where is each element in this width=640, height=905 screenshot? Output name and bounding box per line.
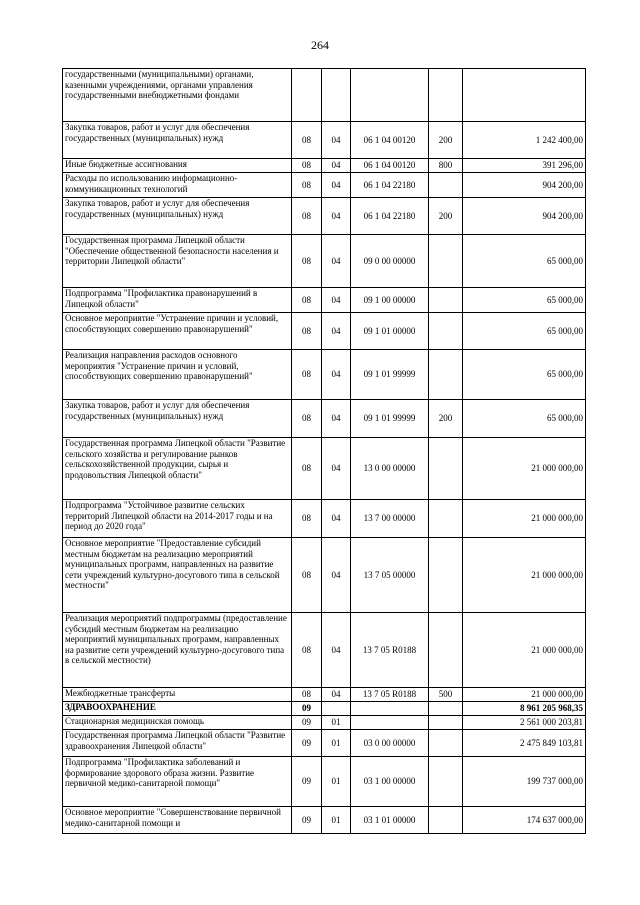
table-row [63, 757, 586, 807]
expense-name: государственными (муниципальными) органами, казенными учреждениями, органами управления государственными внебюджетными фондами [63, 69, 292, 122]
subsection-code: 01 [322, 716, 351, 730]
amount: 8 961 205 968,35 [463, 702, 586, 716]
target-article-code [351, 69, 429, 122]
expense-type-code [429, 757, 463, 807]
amount: 904 200,00 [463, 173, 586, 198]
expense-type-code: 200 [429, 122, 463, 159]
table-row [63, 702, 586, 716]
expense-type-code [429, 235, 463, 288]
section-code: 09 [292, 702, 322, 716]
amount: 21 000 000,00 [463, 500, 586, 538]
section-code: 08 [292, 173, 322, 198]
subsection-code: 04 [322, 538, 351, 613]
amount: 65 000,00 [463, 235, 586, 288]
page-number: 264 [311, 38, 329, 52]
target-article-code: 13 7 05 00000 [351, 538, 429, 613]
expense-name: Подпрограмма "Профилактика заболеваний и формирование здорового образа жизни. Развитие первичной медико-санитарной помощи" [63, 757, 292, 807]
table-row [63, 613, 586, 688]
subsection-code: 04 [322, 159, 351, 173]
amount: 65 000,00 [463, 350, 586, 400]
expense-type-code [429, 730, 463, 757]
expense-type-code [429, 288, 463, 313]
table-row [63, 730, 586, 757]
amount: 21 000 000,00 [463, 688, 586, 702]
amount: 199 737 000,00 [463, 757, 586, 807]
subsection-code: 04 [322, 613, 351, 688]
section-code [292, 69, 322, 122]
expense-name: Межбюджетные трансферты [63, 688, 292, 702]
target-article-code: 06 1 04 00120 [351, 159, 429, 173]
subsection-code: 04 [322, 173, 351, 198]
table-row [63, 538, 586, 613]
target-article-code: 09 1 01 99999 [351, 400, 429, 438]
target-article-code: 03 1 01 00000 [351, 807, 429, 834]
section-code: 08 [292, 350, 322, 400]
subsection-code: 04 [322, 500, 351, 538]
subsection-code: 04 [322, 288, 351, 313]
section-code: 08 [292, 235, 322, 288]
section-code: 09 [292, 807, 322, 834]
subsection-code [322, 69, 351, 122]
expense-type-code [429, 613, 463, 688]
expense-name: Реализация направления расходов основного мероприятия "Устранение причин и условий, способствующих совершению правонарушений" [63, 350, 292, 400]
target-article-code [351, 702, 429, 716]
amount: 21 000 000,00 [463, 438, 586, 500]
subsection-code: 04 [322, 400, 351, 438]
target-article-code: 06 1 04 22180 [351, 173, 429, 198]
table-row [63, 400, 586, 438]
section-code: 08 [292, 288, 322, 313]
expense-type-code: 200 [429, 198, 463, 235]
target-article-code: 13 7 00 00000 [351, 500, 429, 538]
target-article-code: 09 1 01 99999 [351, 350, 429, 400]
section-code: 08 [292, 688, 322, 702]
expense-type-code [429, 313, 463, 350]
target-article-code: 13 7 05 R0188 [351, 688, 429, 702]
target-article-code [351, 716, 429, 730]
expense-type-code [429, 807, 463, 834]
amount: 391 296,00 [463, 159, 586, 173]
expense-name: Реализация мероприятий подпрограммы (предоставление субсидий местным бюджетам на реализацию мероприятий муниципальных программ, направленных на развитие сети учреждений культурно-досугового типа в сельской местности) [63, 613, 292, 688]
table-row [63, 173, 586, 198]
amount: 174 637 000,00 [463, 807, 586, 834]
subsection-code: 01 [322, 807, 351, 834]
expense-name: Иные бюджетные ассигнования [63, 159, 292, 173]
subsection-code: 01 [322, 730, 351, 757]
expense-name: Государственная программа Липецкой области "Развитие сельского хозяйства и регулирование рынков сельскохозяйственной продукции, сырья и продовольствия Липецкой области" [63, 438, 292, 500]
table-row [63, 807, 586, 834]
subsection-code: 04 [322, 688, 351, 702]
section-code: 08 [292, 159, 322, 173]
expense-type-code [429, 69, 463, 122]
table-row [63, 716, 586, 730]
subsection-code: 04 [322, 198, 351, 235]
table-row [63, 122, 586, 159]
expense-name: Подпрограмма "Профилактика правонарушений в Липецкой области" [63, 288, 292, 313]
subsection-code: 04 [322, 313, 351, 350]
target-article-code: 09 1 01 00000 [351, 313, 429, 350]
target-article-code: 09 1 00 00000 [351, 288, 429, 313]
expense-type-code: 200 [429, 400, 463, 438]
subsection-code: 04 [322, 122, 351, 159]
table-row [63, 500, 586, 538]
amount: 21 000 000,00 [463, 613, 586, 688]
expense-type-code [429, 438, 463, 500]
section-code: 08 [292, 538, 322, 613]
section-code: 08 [292, 400, 322, 438]
subsection-code: 04 [322, 235, 351, 288]
target-article-code: 03 1 00 00000 [351, 757, 429, 807]
table-row [63, 159, 586, 173]
section-code: 09 [292, 716, 322, 730]
table-row [63, 69, 586, 122]
table-row [63, 438, 586, 500]
subsection-code: 04 [322, 438, 351, 500]
target-article-code: 13 0 00 00000 [351, 438, 429, 500]
expense-name: Расходы по использованию информационно-коммуникационных технологий [63, 173, 292, 198]
section-code: 08 [292, 438, 322, 500]
table-row [63, 350, 586, 400]
amount: 2 475 849 103,81 [463, 730, 586, 757]
section-code: 08 [292, 613, 322, 688]
table-row [63, 235, 586, 288]
expense-name: Основное мероприятие "Предоставление субсидий местным бюджетам на реализацию мероприятий муниципальных программ, направленных на развитие сети учреждений культурно-досугового типа в сельской местности" [63, 538, 292, 613]
amount: 21 000 000,00 [463, 538, 586, 613]
expense-name: Закупка товаров, работ и услуг для обеспечения государственных (муниципальных) нужд [63, 198, 292, 235]
target-article-code: 13 7 05 R0188 [351, 613, 429, 688]
expense-type-code [429, 538, 463, 613]
table-row [63, 198, 586, 235]
amount: 65 000,00 [463, 400, 586, 438]
amount: 65 000,00 [463, 288, 586, 313]
expense-name: Основное мероприятие "Совершенствование первичной медико-санитарной помощи и [63, 807, 292, 834]
section-code: 08 [292, 500, 322, 538]
amount [463, 69, 586, 122]
expense-name: Закупка товаров, работ и услуг для обеспечения государственных (муниципальных) нужд [63, 400, 292, 438]
expense-type-code [429, 500, 463, 538]
expense-type-code: 800 [429, 159, 463, 173]
section-code: 08 [292, 198, 322, 235]
expense-name: Стационарная медицинская помощь [63, 716, 292, 730]
amount: 2 561 000 203,81 [463, 716, 586, 730]
expense-type-code [429, 716, 463, 730]
expense-name: Закупка товаров, работ и услуг для обеспечения государственных (муниципальных) нужд [63, 122, 292, 159]
target-article-code: 06 1 04 00120 [351, 122, 429, 159]
expense-type-code [429, 702, 463, 716]
expense-name: Основное мероприятие "Устранение причин и условий, способствующих совершению правонарушений" [63, 313, 292, 350]
amount: 65 000,00 [463, 313, 586, 350]
section-code: 09 [292, 730, 322, 757]
table-row [63, 313, 586, 350]
expense-name: Подпрограмма "Устойчивое развитие сельских территорий Липецкой области на 2014-2017 годы и на период до 2020 года" [63, 500, 292, 538]
amount: 1 242 400,00 [463, 122, 586, 159]
subsection-code [322, 702, 351, 716]
target-article-code: 09 0 00 00000 [351, 235, 429, 288]
expense-type-code: 500 [429, 688, 463, 702]
expense-type-code [429, 350, 463, 400]
expense-name: Государственная программа Липецкой области "Обеспечение общественной безопасности населения и территории Липецкой области" [63, 235, 292, 288]
section-code: 08 [292, 122, 322, 159]
target-article-code: 06 1 04 22180 [351, 198, 429, 235]
expense-name: Государственная программа Липецкой области "Развитие здравоохранения Липецкой области" [63, 730, 292, 757]
table-row [63, 688, 586, 702]
budget-table [62, 68, 586, 834]
target-article-code: 03 0 00 00000 [351, 730, 429, 757]
subsection-code: 01 [322, 757, 351, 807]
table-row [63, 288, 586, 313]
section-code: 09 [292, 757, 322, 807]
section-code: 08 [292, 313, 322, 350]
subsection-code: 04 [322, 350, 351, 400]
amount: 904 200,00 [463, 198, 586, 235]
expense-type-code [429, 173, 463, 198]
expense-name: ЗДРАВООХРАНЕНИЕ [63, 702, 292, 716]
